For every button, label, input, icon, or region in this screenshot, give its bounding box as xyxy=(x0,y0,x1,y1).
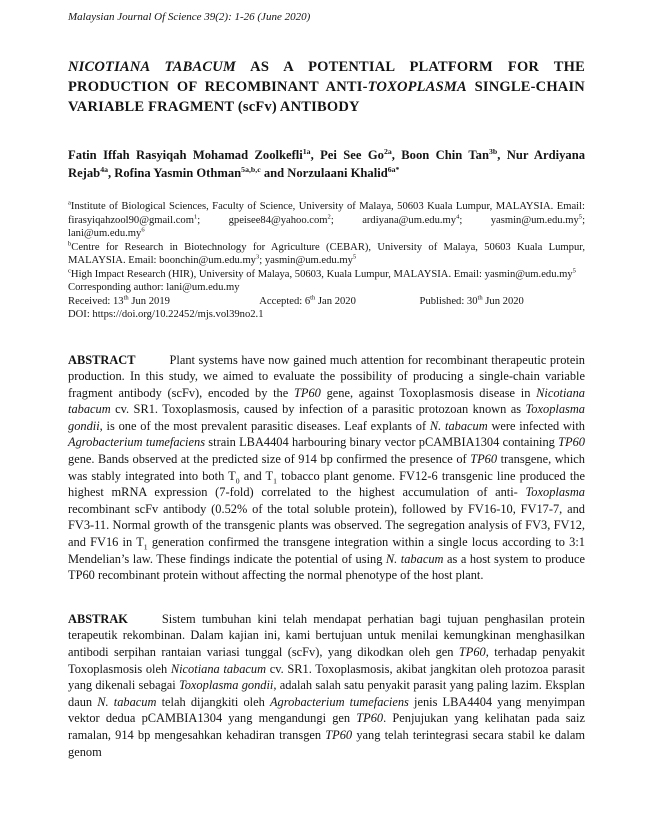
doi-line: DOI: https://doi.org/10.22452/mjs.vol39no2.1 xyxy=(68,309,264,320)
dates-row xyxy=(68,295,585,309)
abstract-label: ABSTRACT xyxy=(68,352,136,367)
corresponding-author-line: Corresponding author: lani@um.edu.my xyxy=(68,282,240,293)
affiliation-c: $^c$High Impact Research (HIR), University of Malaya, 50603, Kuala Lumpur, MALAYSIA. Email: $yasmin@um.edu.my^5$ xyxy=(68,266,576,280)
abstrak-body: Sistem tumbuhan kini telah mendapat perhatian bagi tujuan penghasilan protein terapeutik rekombinan. Dalam kajian ini, kami bertujuan untuk menilai kemungkinan menghasilkan antibodi serpihan rantaian variasi tunggal (scFv), yang dikodkan oleh gen TP60, terhadap penyakit Toxoplasmosis oleh Nicotiana tabacum cv. SR1. Toxoplasmosis, akibat jangkitan oleh protozoa parasit yang dikenali sebagai Toxoplasma gondii, adalah salah satu penyakit parasit yang paling lazim. Eksplan daun N. tabacum telah dijangkiti oleh Agrobacterium tumefaciens jenis LBA4404 yang menyimpan vektor dedua pCAMBIA1304 yang mengandungi gen TP60. Penjujukan yang kelihatan pada saiz ramalan, 914 bp mengesahkan kehadiran transgen TP60 yang telah terintegrasi secara stabil ke dalam genom xyxy=(68,611,586,759)
accepted-date: Accepted: 6th Jan 2020 xyxy=(259,293,356,307)
article-title: NICOTIANA TABACUM AS A POTENTIAL PLATFORM FOR THE PRODUCTION OF RECOMBINANT ANTI-TOXOPLASMA SINGLE-CHAIN VARIABLE FRAGMENT (scFv) ANTIBODY xyxy=(68,59,585,115)
abstract-english xyxy=(68,352,585,584)
author-list: Fatin Iffah Rasyiqah Mohamad Zoolkefli$^{1a}$, Pei See $Go^{2a}$, Boon Chin Tan$^{3b}$, Nur Ardiyana Rejab$^{4a}$, Rofina Yasmin Othman$^{5a,b,c}$ and Norzulaani Khalid$^{6a*}$ xyxy=(68,146,586,180)
abstrak-label: ABSTRAK xyxy=(68,611,128,626)
abstract-malay xyxy=(68,611,585,760)
received-date: Received: 13th Jun 2019 xyxy=(68,293,170,307)
journal-header-line: Malaysian Journal Of Science 39(2): 1-26 (June 2020) xyxy=(68,11,311,23)
affiliations-block xyxy=(68,200,585,322)
abstract-body: Plant systems have now gained much attention for recombinant therapeutic protein production. In this study, we aimed to evaluate the possibility of producing a single-chain variable fragment antibody (scFv), encoded by the TP60 gene, against Toxoplasmosis disease in Nicotiana tabacum cv. SR1. Toxoplasmosis, caused by infection of a parasitic protozoan known as Toxoplasma gondii, is one of the most prevalent parasitic diseases. Leaf explants of N. tabacum were infected with Agrobacterium tumefaciens strain LBA4404 harbouring binary vector pCAMBIA1304 containing TP60 gene. Bands observed at the predicted size of 914 bp confirmed the presence of TP60 transgene, which was stably integrated into both $T_0$ and $T_1$ tobacco plant genome. FV12-6 transgenic line produced the highest mRNA expression (7-fold) correlated to the highest accumulation of anti- Toxoplasma recombinant scFv antibody (0.52% of the total soluble protein), followed by FV16-10, FV17-7, and FV3-11. Normal growth of the transgenic plants was observed. The segregation analysis of FV3, FV12, and FV16 in $T_1$ generation confirmed the transgene integration within a single locus according to 3:1 Mendelian’s law. These findings indicate the potential of using N. tabacum as a host system to produce TP60 recombinant protein without affecting the normal phenotype of the host plant. xyxy=(68,352,586,583)
published-date: Published: 30th Jun 2020 xyxy=(419,293,524,307)
affiliation-b: $^b$Centre for Research in Biotechnology for Agriculture (CEBAR), University of Malaya, 50603 Kuala Lumpur, MALAYSIA. Email: $boonchin@um.edu.my^3$; $yasmin@um.edu.my^5$ xyxy=(68,239,585,266)
affiliation-a: $^a$Institute of Biological Sciences, Faculty of Science, University of Malaya, 50603 Kuala Lumpur, MALAYSIA. Email: firasyiqahzool90@gmail.com$^1$; gpeisee84@yahoo.com$^2$; $ardiyana@um.edu.my^4$; $yasmin@um.edu.my^5$; $lani@um.edu.my^6$ xyxy=(68,199,586,239)
